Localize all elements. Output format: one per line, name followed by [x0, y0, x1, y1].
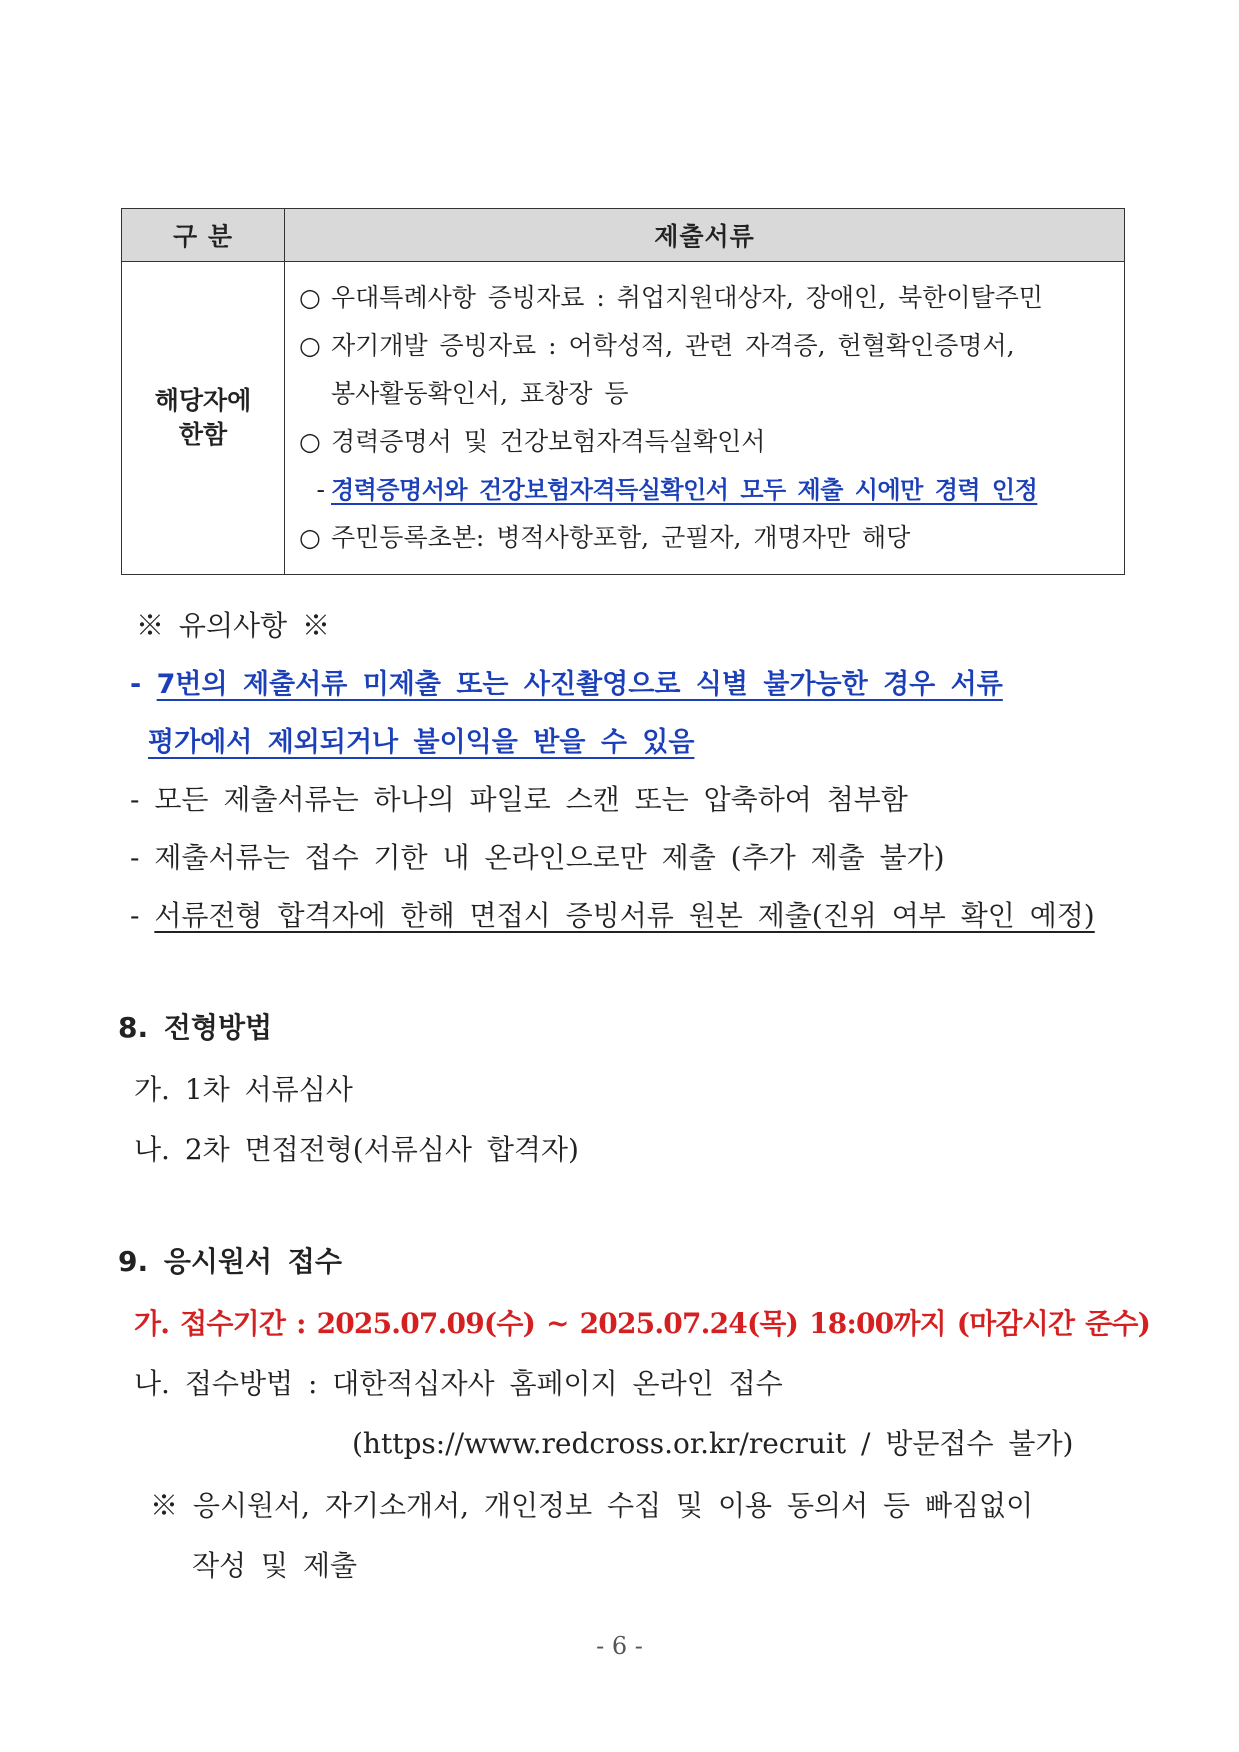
header-category: 구 분: [122, 209, 285, 262]
row-label-line1: 해당자에: [154, 386, 252, 415]
row-label-line2: 한함: [178, 420, 228, 449]
list-item: ○ 주민등록초본: 병적사항포함, 군필자, 개명자만 해당: [299, 523, 911, 552]
row-content: [285, 262, 1125, 575]
header-documents: 제출서류: [285, 209, 1125, 262]
list-item: ○ 우대특례사항 증빙자료 : 취업지원대상자, 장애인, 북한이탈주민: [299, 283, 1043, 312]
page-number: - 6 -: [596, 1632, 643, 1660]
application-url-line: (https://www.redcross.or.kr/recruit / 방문접수 불가): [352, 1427, 1074, 1460]
table-row: [122, 262, 1125, 575]
documents-table: [121, 208, 1125, 575]
table-header-row: [122, 209, 1125, 262]
section-9-heading: 9. 응시원서 접수: [118, 1245, 342, 1278]
note-line-4: - 제출서류는 접수 기한 내 온라인으로만 제출 (추가 제출 불가): [130, 841, 945, 874]
warning-line-1: - 7번의 제출서류 미제출 또는 사진촬영으로 식별 불가능한 경우 서류: [130, 669, 1003, 700]
notes-title: ※ 유의사항 ※: [136, 609, 330, 642]
note-line-3: - 모든 제출서류는 하나의 파일로 스캔 또는 압축하여 첨부함: [130, 783, 908, 816]
submission-note-line-1: ※ 응시원서, 자기소개서, 개인정보 수집 및 이용 동의서 등 빠짐없이: [150, 1489, 1034, 1522]
section-8-item-b: 나. 2차 면접전형(서류심사 합격자): [134, 1133, 579, 1166]
note-line-5: - 서류전형 합격자에 한해 면접시 증빙서류 원본 제출(진위 여부 확인 예정): [130, 899, 1095, 932]
list-item: ○ 자기개발 증빙자료 : 어학성적, 관련 자격증, 헌혈확인증명서,: [299, 331, 1015, 360]
list-item-career-note: - 경력증명서와 건강보험자격득실확인서 모두 제출 시에만 경력 인정: [316, 475, 1038, 504]
application-method: 나. 접수방법 : 대한적십자사 홈페이지 온라인 접수: [134, 1367, 783, 1400]
section-8-item-a: 가. 1차 서류심사: [134, 1073, 353, 1106]
list-item: ○ 경력증명서 및 건강보험자격득실확인서: [299, 427, 766, 456]
submission-note-line-2: 작성 및 제출: [192, 1549, 358, 1582]
application-period: 가. 접수기간 : 2025.07.09(수) ~ 2025.07.24(목) 18:00까지 (마감시간 준수): [134, 1307, 1151, 1340]
section-8-heading: 8. 전형방법: [118, 1011, 273, 1044]
warning-line-2: 평가에서 제외되거나 불이익을 받을 수 있음: [148, 727, 695, 758]
row-label: [122, 262, 285, 575]
list-item: 봉사활동확인서, 표창장 등: [331, 379, 629, 408]
